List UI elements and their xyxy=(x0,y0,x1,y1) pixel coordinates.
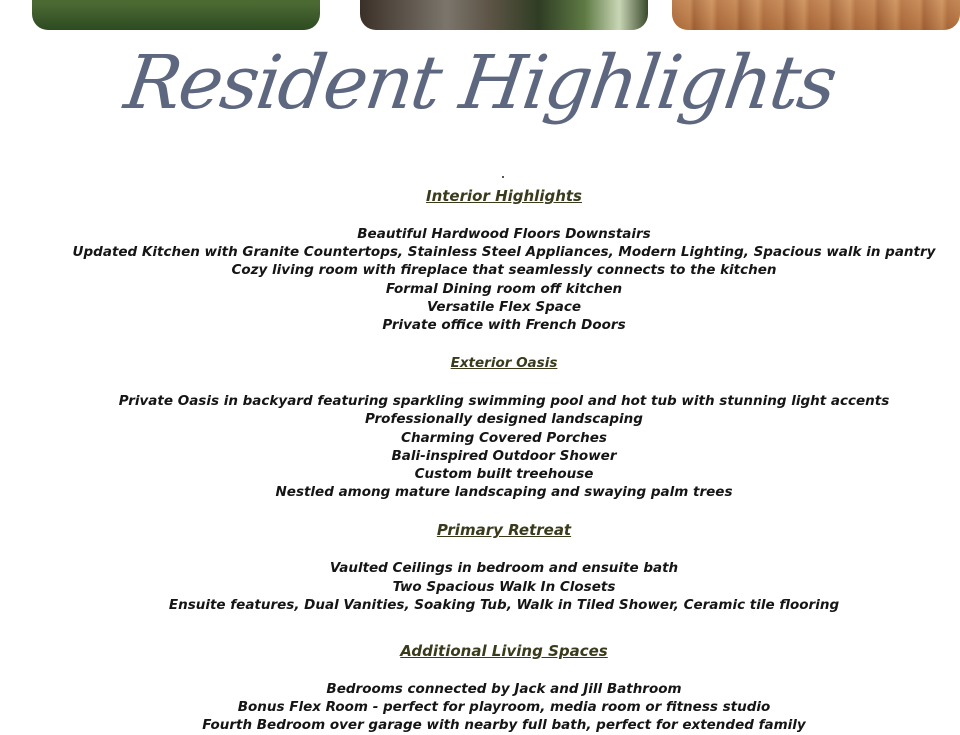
decorative-dot xyxy=(502,176,504,178)
list-item: Vaulted Ceilings in bedroom and ensuite bath xyxy=(329,560,679,577)
list-item: Fourth Bedroom over garage with nearby full bath, perfect for extended family xyxy=(202,717,806,734)
section-heading-additional: Additional Living Spaces xyxy=(400,642,608,661)
list-item: Cozy living room with fireplace that seamlessly connects to the kitchen xyxy=(231,262,777,279)
section-heading-exterior: Exterior Oasis xyxy=(450,355,558,372)
list-item: Formal Dining room off kitchen xyxy=(385,280,623,297)
list-item: Beautiful Hardwood Floors Downstairs xyxy=(357,226,651,242)
list-item: Custom built treehouse xyxy=(414,466,594,483)
list-item: Two Spacious Walk In Closets xyxy=(392,578,616,595)
garden-photo xyxy=(360,0,648,30)
section-heading-interior: Interior Highlights xyxy=(426,187,582,205)
list-item: Nestled among mature landscaping and swaying palm trees xyxy=(275,484,733,501)
list-item: Ensuite features, Dual Vanities, Soaking Tub, Walk in Tiled Shower, Ceramic tile flooring xyxy=(168,596,840,613)
page-title: Resident Highlights xyxy=(119,40,841,126)
list-item: Private Oasis in backyard featuring sparkling swimming pool and hot tub with stunning light accents xyxy=(118,393,890,410)
list-item: Charming Covered Porches xyxy=(401,429,607,446)
list-item: Versatile Flex Space xyxy=(426,298,582,315)
list-item: Bedrooms connected by Jack and Jill Bathroom xyxy=(326,681,682,698)
list-item: Updated Kitchen with Granite Countertops, Stainless Steel Appliances, Modern Lighting, Spacious walk in pantry xyxy=(72,244,936,261)
highlights-content xyxy=(0,185,960,735)
section-heading-primary: Primary Retreat xyxy=(436,521,572,540)
list-item: Bali-inspired Outdoor Shower xyxy=(391,447,617,464)
list-item: Private office with French Doors xyxy=(382,317,626,334)
lawn-photo xyxy=(32,0,320,30)
list-item: Bonus Flex Room - perfect for playroom, media room or fitness studio xyxy=(237,699,771,716)
list-item: Professionally designed landscaping xyxy=(365,411,643,428)
deck-photo xyxy=(672,0,960,30)
